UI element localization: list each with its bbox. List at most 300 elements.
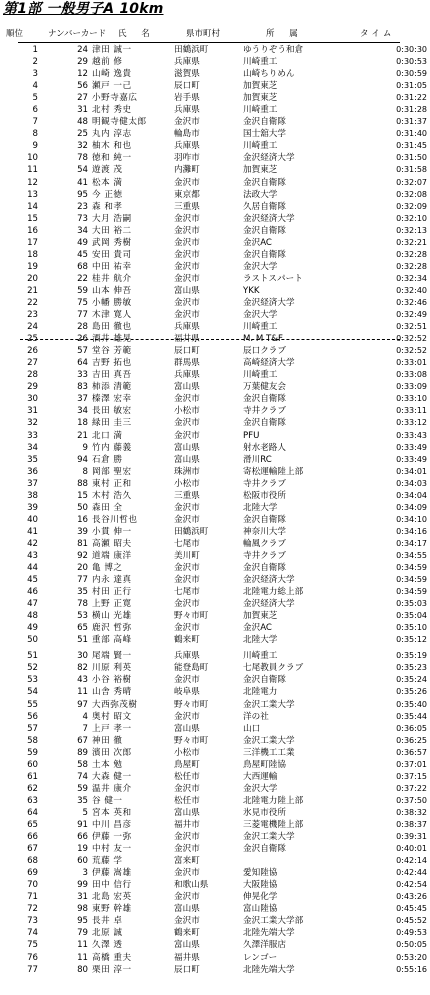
affiliation-cell: 金沢経済大学: [243, 575, 295, 586]
rank-cell: 48: [27, 611, 38, 622]
table-row: [0, 417, 430, 429]
number-card-cell: 60: [77, 856, 88, 867]
runner-name-cell: 濱田 次郎: [92, 747, 132, 758]
affiliation-cell: 金沢経済大学: [243, 213, 295, 224]
table-row: [0, 831, 430, 843]
time-cell: 0:33:49: [396, 454, 427, 464]
time-cell: 0:32:34: [396, 273, 427, 283]
time-cell: 0:32:07: [396, 177, 427, 187]
number-card-cell: 11: [77, 687, 88, 698]
rank-cell: 14: [27, 201, 38, 212]
affiliation-cell: M. M T&F: [243, 334, 283, 345]
rank-cell: 61: [27, 771, 38, 782]
runner-name-cell: 北原 誠: [92, 928, 123, 939]
affiliation-cell: 辰口クラブ: [243, 346, 286, 357]
table-row: [0, 586, 430, 598]
rank-cell: 76: [27, 952, 38, 963]
runner-name-cell: 中村 友一: [92, 844, 132, 855]
prefecture-cell: 金沢市: [174, 117, 200, 128]
rank-cell: 24: [27, 322, 38, 333]
prefecture-cell: 兵庫県: [174, 57, 200, 68]
affiliation-cell: 金沢自衛隊: [243, 418, 286, 429]
prefecture-cell: 金沢市: [174, 237, 200, 248]
number-card-cell: 34: [77, 406, 88, 417]
time-cell: 0:37:01: [396, 759, 427, 769]
runner-name-cell: 大森 健一: [92, 771, 132, 782]
time-cell: 0:33:09: [396, 382, 427, 392]
runner-name-cell: 柚木 和也: [92, 141, 132, 152]
rank-cell: 3: [32, 69, 38, 80]
prefecture-cell: 兵庫県: [174, 370, 200, 381]
runner-name-cell: 小幡 勝敏: [92, 297, 132, 308]
rank-cell: 34: [27, 442, 38, 453]
number-card-cell: 28: [77, 322, 88, 333]
results-table: [0, 44, 430, 976]
table-row: [0, 237, 430, 249]
number-card-cell: 4: [82, 711, 88, 722]
affiliation-cell: 高崎経済大学: [243, 358, 295, 369]
affiliation-cell: 金沢経済大学: [243, 599, 295, 610]
prefecture-cell: 富山県: [174, 723, 200, 734]
number-card-cell: 26: [77, 334, 88, 345]
time-cell: 0:32:49: [396, 310, 427, 320]
table-row: [0, 357, 430, 369]
prefecture-cell: 富山県: [174, 807, 200, 818]
table-row: [0, 622, 430, 634]
affiliation-cell: 加賀東芝: [243, 93, 278, 104]
rank-cell: 67: [27, 844, 38, 855]
time-cell: 0:32:09: [396, 201, 427, 211]
prefecture-cell: 美川町: [174, 550, 200, 561]
affiliation-cell: 寄松運輸陸上部: [243, 466, 304, 477]
time-cell: 0:34:10: [396, 514, 427, 524]
prefecture-cell: 福井市: [174, 820, 200, 830]
runner-name-cell: 小谷 裕樹: [92, 675, 132, 686]
prefecture-cell: 東京都: [174, 189, 200, 200]
number-card-cell: 80: [77, 964, 88, 975]
rank-cell: 56: [27, 711, 38, 722]
table-row: [0, 795, 430, 807]
runner-name-cell: 谷 健一: [92, 795, 123, 806]
number-card-cell: 57: [77, 346, 88, 357]
time-cell: 0:35:04: [396, 611, 427, 621]
prefecture-cell: 田鶴浜町: [174, 526, 209, 537]
runner-name-cell: 内永 達真: [92, 575, 132, 586]
prefecture-cell: 小松市: [174, 406, 200, 417]
number-card-cell: 64: [77, 358, 88, 369]
table-row: [0, 201, 430, 213]
rank-cell: 66: [27, 832, 38, 843]
table-row: [0, 783, 430, 795]
table-row: [0, 369, 430, 381]
time-cell: 0:32:52: [396, 346, 427, 356]
prefecture-cell: 野々市町: [174, 611, 209, 622]
time-cell: 0:32:10: [396, 213, 427, 223]
affiliation-cell: 愛知陸協: [243, 868, 278, 879]
affiliation-cell: ゆうりぞう和倉: [243, 45, 304, 55]
time-cell: 0:42:54: [396, 880, 427, 890]
time-cell: 0:30:59: [396, 69, 427, 79]
rank-cell: 54: [27, 687, 38, 698]
time-cell: 0:45:52: [396, 916, 427, 926]
runner-name-cell: 岡部 聖宏: [92, 466, 132, 477]
runner-name-cell: 東野 幹雄: [92, 904, 132, 915]
rank-cell: 58: [27, 735, 38, 746]
affiliation-cell: 金沢工業大学: [243, 699, 295, 710]
affiliation-cell: 神奈川大学: [243, 526, 286, 537]
table-row: [0, 843, 430, 855]
affiliation-cell: 金沢大学: [243, 310, 278, 321]
runner-name-cell: 道端 康洋: [92, 550, 132, 561]
prefecture-cell: 金沢市: [174, 273, 200, 284]
time-cell: 0:34:01: [396, 466, 427, 476]
affiliation-cell: 加賀東芝: [243, 81, 278, 92]
affiliation-cell: 金沢自衛隊: [243, 675, 286, 686]
prefecture-cell: 松任市: [174, 771, 200, 782]
time-cell: 0:34:16: [396, 526, 427, 536]
prefecture-cell: 辰口町: [174, 81, 200, 92]
prefecture-cell: 金沢市: [174, 394, 200, 405]
affiliation-cell: 北陸大学: [243, 635, 278, 646]
runner-name-cell: 木津 寛人: [92, 310, 132, 321]
affiliation-cell: 金沢自衛隊: [243, 514, 286, 525]
prefecture-cell: 金沢市: [174, 225, 200, 236]
rank-cell: 73: [27, 916, 38, 927]
time-cell: 0:32:52: [396, 334, 427, 344]
rank-cell: 75: [27, 940, 38, 951]
runner-name-cell: 宮本 英和: [92, 807, 132, 818]
time-cell: 0:33:12: [396, 418, 427, 428]
runner-name-cell: 松本 満: [92, 177, 123, 188]
time-cell: 0:35:19: [396, 651, 427, 661]
affiliation-cell: 伸晃化学: [243, 892, 278, 903]
prefecture-cell: 和歌山県: [174, 880, 209, 891]
number-card-cell: 8: [82, 466, 88, 477]
affiliation-cell: 北陸電力陸上部: [243, 795, 304, 806]
table-row: [0, 598, 430, 610]
prefecture-cell: 鳥屋町: [174, 759, 200, 770]
runner-name-cell: 鹿沢 哲弥: [92, 623, 132, 634]
number-card-cell: 83: [77, 382, 88, 393]
runner-name-cell: 竹内 藤義: [92, 442, 132, 453]
time-cell: 0:32:28: [396, 249, 427, 259]
table-row: [0, 68, 430, 80]
runner-name-cell: 武岡 秀樹: [92, 237, 132, 248]
prefecture-cell: 三重県: [174, 490, 200, 501]
affiliation-cell: 三菱電機陸上部: [243, 820, 304, 830]
runner-name-cell: 伊藤 一弥: [92, 832, 132, 843]
rank-cell: 29: [27, 382, 38, 393]
affiliation-cell: 北陸先端大学: [243, 964, 295, 975]
time-cell: 0:38:37: [396, 820, 427, 829]
table-row: [0, 939, 430, 951]
number-card-cell: 73: [77, 213, 88, 224]
rank-cell: 43: [27, 550, 38, 561]
prefecture-cell: 野々市町: [174, 699, 209, 710]
header-rule: [18, 42, 400, 43]
rank-cell: 28: [27, 370, 38, 381]
header-prefecture: 県市町村: [186, 29, 221, 39]
runner-name-cell: 木村 浩久: [92, 490, 132, 501]
table-row: [0, 213, 430, 225]
affiliation-cell: 射水老路人: [243, 442, 286, 453]
table-row: [0, 674, 430, 686]
number-card-cell: 12: [77, 69, 88, 80]
runner-name-cell: 中田 祐幸: [92, 261, 132, 272]
affiliation-cell: 法政大学: [243, 189, 278, 200]
number-card-cell: 31: [77, 892, 88, 903]
number-card-cell: 43: [77, 675, 88, 686]
prefecture-cell: 金沢市: [174, 430, 200, 441]
time-cell: 0:32:28: [396, 261, 427, 271]
number-card-cell: 78: [77, 599, 88, 610]
number-card-cell: 77: [77, 575, 88, 586]
time-cell: 0:34:59: [396, 587, 427, 597]
rank-cell: 71: [27, 892, 38, 903]
number-card-cell: 75: [77, 297, 88, 308]
rank-cell: 59: [27, 747, 38, 758]
number-card-cell: 31: [77, 105, 88, 116]
rank-cell: 20: [27, 273, 38, 284]
runner-name-cell: 緑田 圭三: [92, 418, 132, 429]
affiliation-cell: 輪風クラブ: [243, 538, 286, 549]
rank-cell: 16: [27, 225, 38, 236]
rank-cell: 57: [27, 723, 38, 734]
prefecture-cell: 金沢市: [174, 916, 200, 927]
runner-name-cell: 丸内 淳志: [92, 129, 132, 140]
affiliation-cell: 川崎重工: [243, 370, 278, 381]
prefecture-cell: 富山県: [174, 454, 200, 465]
table-row: [0, 442, 430, 454]
runner-name-cell: 久澤 透: [92, 940, 123, 951]
prefecture-cell: 群馬県: [174, 358, 200, 369]
table-row: [0, 345, 430, 357]
table-row: [0, 927, 430, 939]
affiliation-cell: 金沢経済大学: [243, 297, 295, 308]
affiliation-cell: 川崎重工: [243, 105, 278, 116]
table-row: [0, 747, 430, 759]
rank-cell: 26: [27, 346, 38, 357]
time-cell: 0:35:12: [396, 635, 427, 645]
time-cell: 0:32:40: [396, 285, 427, 295]
runner-name-cell: 徳和 純一: [92, 153, 132, 164]
affiliation-cell: 三洋機工工業: [243, 747, 295, 758]
number-card-cell: 11: [77, 952, 88, 963]
prefecture-cell: 岐阜県: [174, 687, 200, 698]
number-card-cell: 66: [77, 832, 88, 843]
rank-cell: 10: [27, 153, 38, 164]
affiliation-cell: PFU: [243, 430, 260, 441]
number-card-cell: 25: [77, 129, 88, 140]
runner-name-cell: 尾端 賢一: [92, 651, 132, 662]
affiliation-cell: 川崎重工: [243, 651, 278, 662]
prefecture-cell: 富山県: [174, 382, 200, 393]
table-row: [0, 116, 430, 128]
runner-name-cell: 長谷川哲也: [92, 514, 138, 525]
runner-name-cell: 桂井 航介: [92, 273, 132, 284]
table-row: [0, 903, 430, 915]
table-row: [0, 819, 430, 831]
time-cell: 0:31:50: [396, 153, 427, 163]
table-row: [0, 759, 430, 771]
runner-name-cell: 中川 昌彦: [92, 820, 132, 830]
table-row: [0, 261, 430, 273]
time-cell: 0:50:05: [396, 940, 427, 950]
rank-cell: 65: [27, 820, 38, 830]
rank-cell: 2: [32, 57, 38, 68]
rank-cell: 22: [27, 297, 38, 308]
table-row: [0, 711, 430, 723]
table-row: [0, 297, 430, 309]
table-row: [0, 92, 430, 104]
number-card-cell: 16: [77, 514, 88, 525]
runner-name-cell: 横山 光雄: [92, 611, 132, 622]
time-cell: 0:33:43: [396, 430, 427, 440]
number-card-cell: 59: [77, 285, 88, 296]
number-card-cell: 81: [77, 538, 88, 549]
table-row: [0, 164, 430, 176]
prefecture-cell: 金沢市: [174, 599, 200, 610]
number-card-cell: 79: [77, 928, 88, 939]
runner-name-cell: 小野寺嘉広: [92, 93, 138, 104]
prefecture-cell: 羽咋市: [174, 153, 200, 164]
table-row: [0, 177, 430, 189]
prefecture-cell: 珠洲市: [174, 466, 200, 477]
table-row: [0, 867, 430, 879]
affiliation-cell: 万葉健友会: [243, 382, 286, 393]
table-row: [0, 735, 430, 747]
table-row: [0, 44, 430, 56]
rank-cell: 62: [27, 783, 38, 794]
runner-name-cell: 重部 高峰: [92, 635, 132, 646]
time-cell: 0:34:03: [396, 478, 427, 488]
number-card-cell: 78: [77, 153, 88, 164]
number-card-cell: 97: [77, 699, 88, 710]
runner-name-cell: 山本 伸吾: [92, 285, 132, 296]
time-cell: 0:31:37: [396, 117, 427, 127]
runner-name-cell: 今 正徳: [92, 189, 123, 200]
time-cell: 0:30:30: [396, 45, 427, 54]
number-card-cell: 48: [77, 117, 88, 128]
prefecture-cell: 金沢市: [174, 502, 200, 513]
time-cell: 0:37:15: [396, 771, 427, 781]
rank-cell: 11: [27, 165, 38, 176]
number-card-cell: 51: [77, 635, 88, 646]
affiliation-cell: 加賀東芝: [243, 165, 278, 176]
affiliation-cell: 金沢大学: [243, 261, 278, 272]
table-row: [0, 393, 430, 405]
affiliation-cell: 久澤洋服店: [243, 940, 286, 951]
prefecture-cell: 金沢市: [174, 575, 200, 586]
rank-cell: 23: [27, 310, 38, 321]
rank-cell: 40: [27, 514, 38, 525]
prefecture-cell: 富山県: [174, 940, 200, 951]
affiliation-cell: 金沢自衛隊: [243, 249, 286, 260]
affiliation-cell: 滑川RC: [243, 454, 272, 465]
rank-cell: 12: [27, 177, 38, 188]
prefecture-cell: 金沢市: [174, 249, 200, 260]
table-row: [0, 574, 430, 586]
runner-name-cell: 石倉 勝: [92, 454, 123, 465]
affiliation-cell: 金沢自衛隊: [243, 225, 286, 236]
number-card-cell: 65: [77, 623, 88, 634]
rank-cell: 37: [27, 478, 38, 489]
affiliation-cell: 北陸電力総上部: [243, 587, 304, 598]
table-row: [0, 80, 430, 92]
number-card-cell: 95: [77, 916, 88, 927]
header-rank: 順位: [6, 29, 24, 39]
time-cell: 0:32:51: [396, 322, 427, 332]
rank-cell: 77: [27, 964, 38, 975]
runner-name-cell: 大田 裕二: [92, 225, 132, 236]
time-cell: 0:34:59: [396, 575, 427, 585]
rank-cell: 15: [27, 213, 38, 224]
affiliation-cell: 国士舘大学: [243, 129, 286, 140]
time-cell: 0:37:22: [396, 783, 427, 793]
number-card-cell: 15: [77, 490, 88, 501]
runner-name-cell: 森田 全: [92, 502, 123, 513]
rank-cell: 63: [27, 795, 38, 806]
table-row: [0, 478, 430, 490]
runner-name-cell: 明観寺健太郎: [92, 117, 147, 128]
prefecture-cell: 岩手県: [174, 93, 200, 104]
prefecture-cell: 兵庫県: [174, 651, 200, 662]
number-card-cell: 7: [82, 723, 88, 734]
rank-cell: 8: [32, 129, 38, 140]
time-cell: 0:35:44: [396, 711, 427, 721]
affiliation-cell: 金沢自衛隊: [243, 394, 286, 405]
affiliation-cell: 鳥屋町陸協: [243, 759, 286, 770]
number-card-cell: 95: [77, 189, 88, 200]
table-row: [0, 466, 430, 478]
number-card-cell: 74: [77, 771, 88, 782]
table-row: [0, 807, 430, 819]
number-card-cell: 67: [77, 735, 88, 746]
table-row: [0, 189, 430, 201]
rank-cell: 39: [27, 502, 38, 513]
rank-cell: 4: [32, 81, 38, 92]
time-cell: 0:36:05: [396, 723, 427, 733]
page-title: 第1部 一般男子A 10km: [3, 1, 164, 17]
time-cell: 0:35:40: [396, 699, 427, 709]
runner-name-cell: 長井 卓: [92, 916, 123, 927]
time-cell: 0:33:08: [396, 370, 427, 380]
number-card-cell: 77: [77, 310, 88, 321]
prefecture-cell: 小松市: [174, 747, 200, 758]
table-row: [0, 891, 430, 903]
number-card-cell: 19: [77, 844, 88, 855]
table-row: [0, 381, 430, 393]
number-card-cell: 29: [77, 57, 88, 68]
table-row: [0, 538, 430, 550]
table-row: [0, 915, 430, 927]
rank-cell: 51: [27, 651, 38, 662]
time-cell: 0:36:57: [396, 747, 427, 757]
time-cell: 0:32:46: [396, 297, 427, 307]
table-row: [0, 502, 430, 514]
affiliation-cell: 山崎ちりめん: [243, 69, 295, 80]
number-card-cell: 32: [77, 141, 88, 152]
time-cell: 0:42:44: [396, 868, 427, 878]
runner-name-cell: 東村 正和: [92, 478, 132, 489]
rank-cell: 19: [27, 261, 38, 272]
number-card-cell: 54: [77, 165, 88, 176]
prefecture-cell: 金沢市: [174, 213, 200, 224]
prefecture-cell: 金沢市: [174, 177, 200, 188]
table-row: [0, 879, 430, 891]
prefecture-cell: 鶴来町: [174, 635, 200, 646]
time-cell: 0:35:10: [396, 623, 427, 633]
